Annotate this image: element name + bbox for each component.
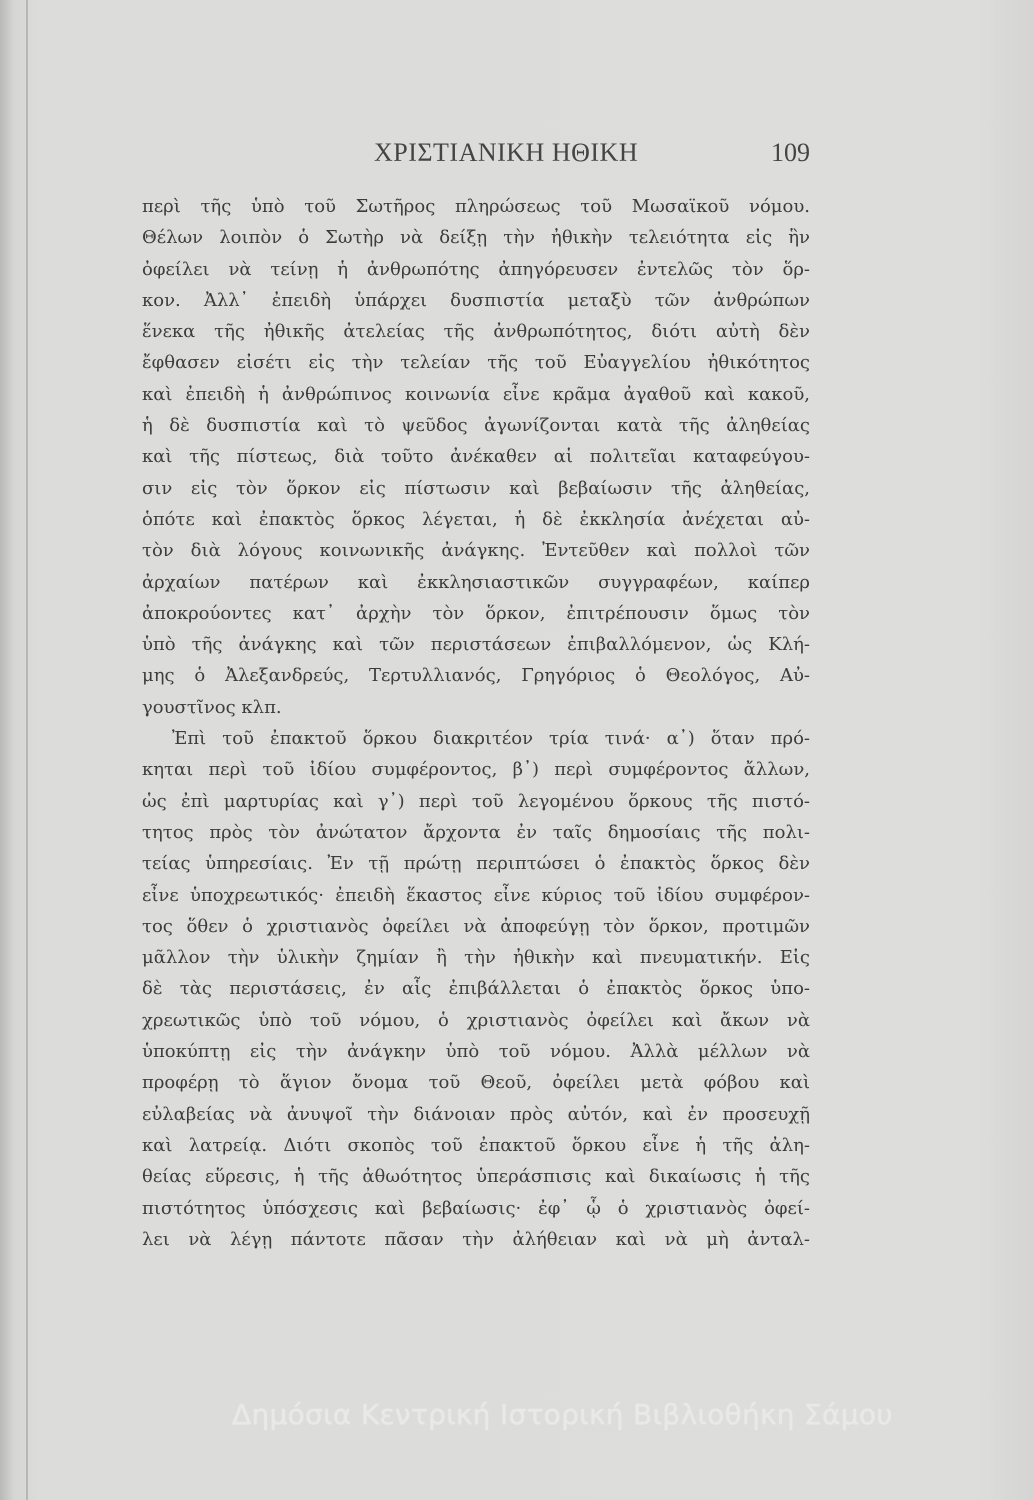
text-line: τὸν διὰ λόγους κοινωνικῆς ἀνάγκης. Ἐντεῦθεν καὶ πολλοὶ τῶν: [142, 540, 810, 562]
page-number: 109: [771, 138, 810, 167]
text-line: θείας εὕρεσις, ἡ τῆς ἀθωότητος ὑπεράσπισις καὶ δικαίωσις ἡ τῆς: [142, 1166, 810, 1188]
text-line: ἀρχαίων πατέρων καὶ ἐκκλησιαστικῶν συγγραφέων, καίπερ: [142, 571, 810, 593]
text-line: λει νὰ λέγῃ πάντοτε πᾶσαν τὴν ἀλήθειαν καὶ νὰ μὴ ἀνταλ-: [142, 1228, 810, 1250]
text-line: μᾶλλον τὴν ὑλικὴν ζημίαν ἢ τὴν ἠθικὴν καὶ πνευματικήν. Εἰς: [142, 947, 810, 969]
text-line: περὶ τῆς ὑπὸ τοῦ Σωτῆρος πληρώσεως τοῦ Μωσαϊκοῦ νόμου.: [142, 196, 810, 217]
text-line: δὲ τὰς περιστάσεις, ἐν αἷς ἐπιβάλλεται ὁ ἐπακτὸς ὅρκος ὑπο-: [142, 978, 810, 1000]
text-line: κον. Ἀλλ᾽ ἐπειδὴ ὑπάρχει δυσπιστία μεταξὺ τῶν ἀνθρώπων: [142, 289, 810, 311]
text-line: ἀποκρούοντες κατ᾽ ἀρχὴν τὸν ὅρκον, ἐπιτρέπουσιν ὅμως τὸν: [142, 602, 810, 624]
text-line: εὐλαβείας νὰ ἀνυψοῖ τὴν διάνοιαν πρὸς αὐτόν, καὶ ἐν προσευχῇ: [142, 1103, 810, 1125]
text-line: σιν εἰς τὸν ὅρκον εἰς πίστωσιν καὶ βεβαίωσιν τῆς ἀληθείας,: [142, 477, 810, 499]
body-text: [142, 191, 810, 1255]
text-line: ὁπότε καὶ ἐπακτὸς ὅρκος λέγεται, ἡ δὲ ἐκκλησία ἀνέχεται αὐ-: [142, 508, 810, 530]
page-gutter-edge: [26, 0, 28, 1500]
text-line: Θέλων λοιπὸν ὁ Σωτὴρ νὰ δείξῃ τὴν ἠθικὴν τελειότητα εἰς ἣν: [142, 227, 810, 249]
text-line: Ἐπὶ τοῦ ἐπακτοῦ ὅρκου διακριτέον τρία τινά· α᾽) ὅταν πρό-: [172, 728, 810, 750]
text-line: καὶ τῆς πίστεως, διὰ τοῦτο ἀνέκαθεν αἱ πολιτεῖαι καταφεύγου-: [142, 446, 810, 468]
text-line: ὑπὸ τῆς ἀνάγκης καὶ τῶν περιστάσεων ἐπιβαλλόμενον, ὡς Κλή-: [142, 634, 810, 656]
text-line: ὑποκύπτῃ εἰς τὴν ἀνάγκην ὑπὸ τοῦ νόμου. Ἀλλὰ μέλλων νὰ: [142, 1041, 810, 1063]
library-watermark: Δημόσια Κεντρική Ιστορική Βιβλιοθήκη Σάμου: [232, 1398, 893, 1431]
text-line: εἶνε ὑποχρεωτικός· ἐπειδὴ ἕκαστος εἶνε κύριος τοῦ ἰδίου συμφέρον-: [142, 884, 810, 906]
text-line: πιστότητος ὑπόσχεσις καὶ βεβαίωσις· ἐφ᾽ ᾧ ὁ χριστιανὸς ὀφεί-: [142, 1197, 810, 1219]
text-line: ἔφθασεν εἰσέτι εἰς τὴν τελείαν τῆς τοῦ Εὐαγγελίου ἠθικότητος: [142, 352, 810, 374]
text-line: χρεωτικῶς ὑπὸ τοῦ νόμου, ὁ χριστιανὸς ὀφείλει καὶ ἄκων νὰ: [142, 1009, 810, 1031]
text-line: καὶ ἐπειδὴ ἡ ἀνθρώπινος κοινωνία εἶνε κρᾶμα ἀγαθοῦ καὶ κακοῦ,: [142, 383, 810, 405]
text-line: ἕνεκα τῆς ἠθικῆς ἀτελείας τῆς ἀνθρωπότητος, διότι αὐτὴ δὲν: [142, 321, 810, 343]
page-header: [142, 138, 810, 178]
text-line: ὡς ἐπὶ μαρτυρίας καὶ γ᾽) περὶ τοῦ λεγομένου ὅρκους τῆς πιστό-: [142, 790, 810, 812]
text-line: ὀφείλει νὰ τείνῃ ἡ ἀνθρωπότης ἀπηγόρευσεν ἐντελῶς τὸν ὅρ-: [142, 258, 810, 280]
text-line: τείας ὑπηρεσίαις. Ἐν τῇ πρώτῃ περιπτώσει ὁ ἐπακτὸς ὅρκος δὲν: [142, 853, 810, 875]
text-line: μης ὁ Ἀλεξανδρεύς, Τερτυλλιανός, Γρηγόριος ὁ Θεολόγος, Αὐ-: [142, 665, 810, 687]
text-line: τητος πρὸς τὸν ἀνώτατον ἄρχοντα ἐν ταῖς δημοσίαις τῆς πολι-: [142, 821, 810, 843]
text-line: κηται περὶ τοῦ ἰδίου συμφέροντος, β᾽) περὶ συμφέροντος ἄλλων,: [142, 759, 810, 781]
running-title: ΧΡΙΣΤΙΑΝΙΚΗ ΗΘΙΚΗ: [374, 138, 639, 167]
text-line: καὶ λατρείᾳ. Διότι σκοπὸς τοῦ ἐπακτοῦ ὅρκου εἶνε ἡ τῆς ἀλη-: [142, 1134, 810, 1156]
text-line: γουστῖνος κλπ.: [142, 696, 282, 718]
text-line: ἡ δὲ δυσπιστία καὶ τὸ ψεῦδος ἀγωνίζονται κατὰ τῆς ἀληθείας: [142, 415, 810, 437]
text-line: τος ὅθεν ὁ χριστιανὸς ὀφείλει νὰ ἀποφεύγῃ τὸν ὅρκον, προτιμῶν: [142, 915, 810, 937]
text-line: προφέρῃ τὸ ἅγιον ὄνομα τοῦ Θεοῦ, ὀφείλει μετὰ φόβου καὶ: [142, 1072, 810, 1094]
